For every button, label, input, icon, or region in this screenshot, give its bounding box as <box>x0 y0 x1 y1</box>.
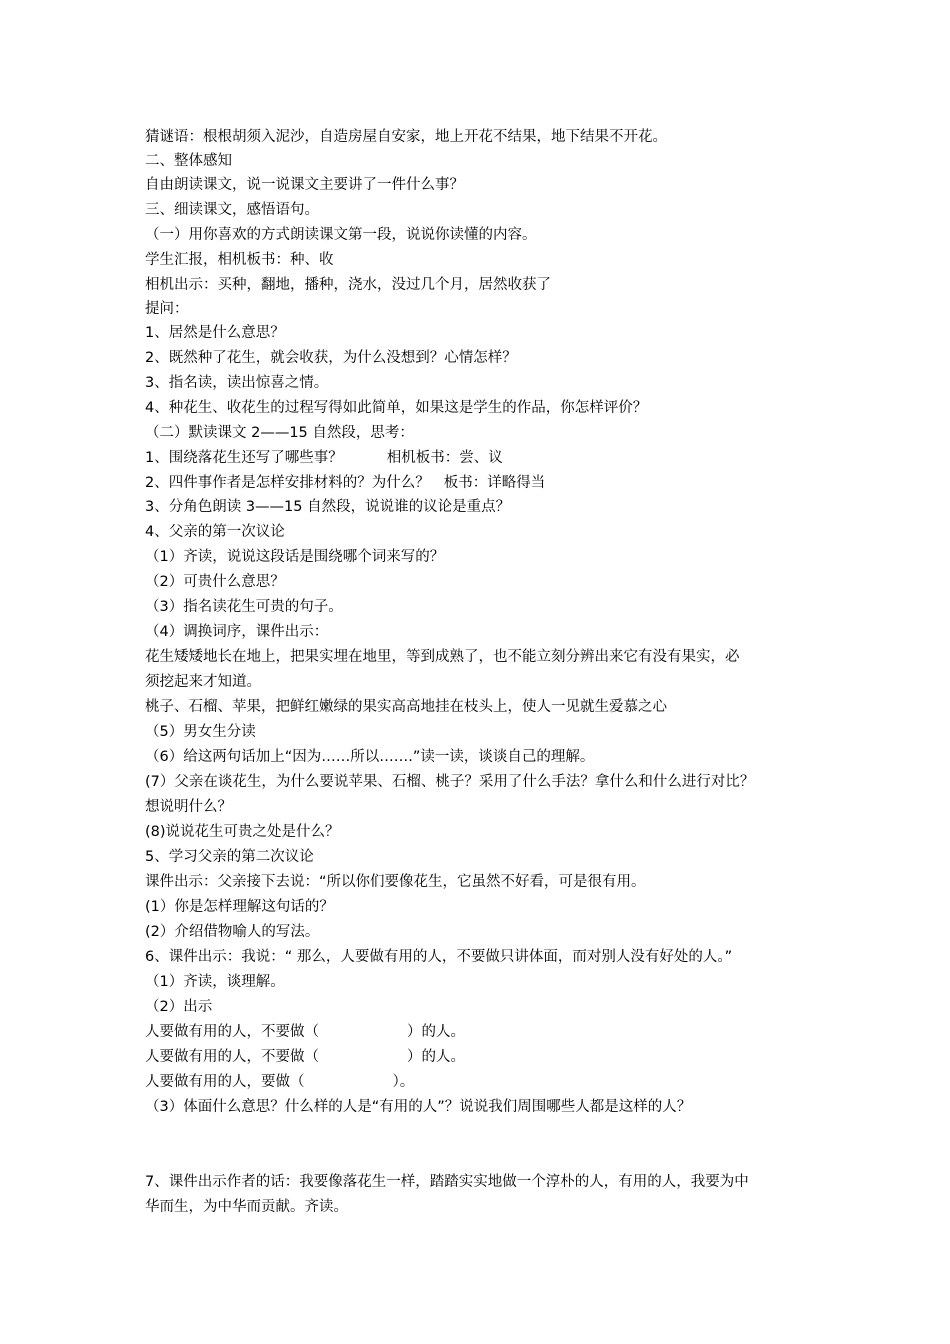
fill-blank-suffix: ）的人。 <box>407 1024 465 1040</box>
list-item: 5、学习父亲的第二次议论 <box>145 849 314 865</box>
sub-item: (1）你是怎样理解这句话的？ <box>145 899 334 915</box>
fill-blank-line <box>145 1046 835 1068</box>
list-item-continuation: 华而生，为中华而贡献。齐读。 <box>145 1199 348 1215</box>
list-item: 3、指名读，读出惊喜之情。 <box>145 375 329 391</box>
section-heading: 二、整体感知 <box>145 153 232 169</box>
list-item: 4、父亲的第一次议论 <box>145 524 285 540</box>
fill-blank-suffix: ）的人。 <box>407 1049 465 1065</box>
list-item: 7、课件出示作者的话：我要像落花生一样，踏踏实实地做一个淳朴的人，有用的人，我要为中 <box>145 1174 749 1190</box>
fill-blank-suffix: ）。 <box>392 1074 415 1090</box>
text-line: 猜谜语：根根胡须入泥沙，自造房屋自安家，地上开花不结果，地下结果不开花。 <box>145 129 667 145</box>
sub-item: （5）男女生分读 <box>145 724 256 740</box>
sub-item: (8)说说花生可贵之处是什么？ <box>145 824 340 840</box>
quote-text: 桃子、石榴、苹果，把鲜红嫩绿的果实高高地挂在枝头上，使人一见就生爱慕之心 <box>145 699 667 715</box>
list-item: 6、课件出示：我说：“ 那么，人要做有用的人，不要做只讲体面，而对别人没有好处的人。” <box>145 949 733 965</box>
list-item <box>145 472 835 494</box>
sub-item: (2）介绍借物喻人的写法。 <box>145 924 320 940</box>
list-item-text: 2、四件事作者是怎样安排材料的？为什么？ <box>145 475 430 491</box>
quote-text: 须挖起来才知道。 <box>145 674 261 690</box>
text-line: 相机出示：买种，翻地，播种，浇水，没过几个月，居然收获了 <box>145 277 551 293</box>
board-note: 板书：详略得当 <box>443 475 546 491</box>
sub-item: (7）父亲在谈花生，为什么要说苹果、石榴、桃子？采用了什么手法？拿什么和什么进行对比？ <box>145 774 755 790</box>
text-line: （一）用你喜欢的方式朗读课文第一段，说说你读懂的内容。 <box>145 227 537 243</box>
fill-blank-prefix: 人要做有用的人，不要做（ <box>145 1024 319 1040</box>
sub-item: （1）齐读，谈理解。 <box>145 974 285 990</box>
board-note: 相机板书：尝、议 <box>386 450 503 466</box>
sub-item: （2）出示 <box>145 999 213 1015</box>
text-line: （二）默读课文 2——15 自然段，思考： <box>145 425 414 441</box>
text-line: 提问： <box>145 301 189 317</box>
sub-item: （1）齐读，说说这段话是围绕哪个词来写的？ <box>145 549 445 565</box>
fill-blank-line <box>145 1021 835 1043</box>
section-heading: 三、细读课文，感悟语句。 <box>145 202 319 218</box>
list-item-text: 1、围绕落花生还写了哪些事？ <box>145 450 343 466</box>
quote-text: 花生矮矮地长在地上，把果实埋在地里，等到成熟了，也不能立刻分辨出来它有没有果实，必 <box>145 649 740 665</box>
sub-item: （3）体面什么意思？什么样的人是“有用的人”？说说我们周围哪些人都是这样的人？ <box>145 1099 692 1115</box>
sub-item: （2）可贵什么意思？ <box>145 574 285 590</box>
sub-item: （6）给这两句话加上“因为……所以…….”读一读，谈谈自己的理解。 <box>145 749 595 765</box>
list-item <box>145 447 835 469</box>
list-item: 4、种花生、收花生的过程写得如此简单，如果这是学生的作品，你怎样评价？ <box>145 400 648 416</box>
fill-blank-line <box>145 1071 835 1093</box>
list-item: 3、分角色朗读 3——15 自然段，说说谁的议论是重点？ <box>145 499 511 515</box>
sub-item: （3）指名读花生可贵的句子。 <box>145 599 343 615</box>
list-item: 2、既然种了花生，就会收获，为什么没想到？心情怎样？ <box>145 350 517 366</box>
fill-blank-prefix: 人要做有用的人，不要做（ <box>145 1049 319 1065</box>
sub-item: 想说明什么？ <box>145 799 232 815</box>
fill-blank-prefix: 人要做有用的人，要做（ <box>145 1074 305 1090</box>
text-line: 自由朗读课文，说一说课文主要讲了一件什么事？ <box>145 177 464 193</box>
text-line: 学生汇报，相机板书：种、收 <box>145 252 334 268</box>
quote-text: 课件出示：父亲接下去说：“所以你们要像花生，它虽然不好看，可是很有用。 <box>145 874 646 890</box>
sub-item: （4）调换词序，课件出示： <box>145 624 329 640</box>
list-item: 1、居然是什么意思？ <box>145 325 285 341</box>
